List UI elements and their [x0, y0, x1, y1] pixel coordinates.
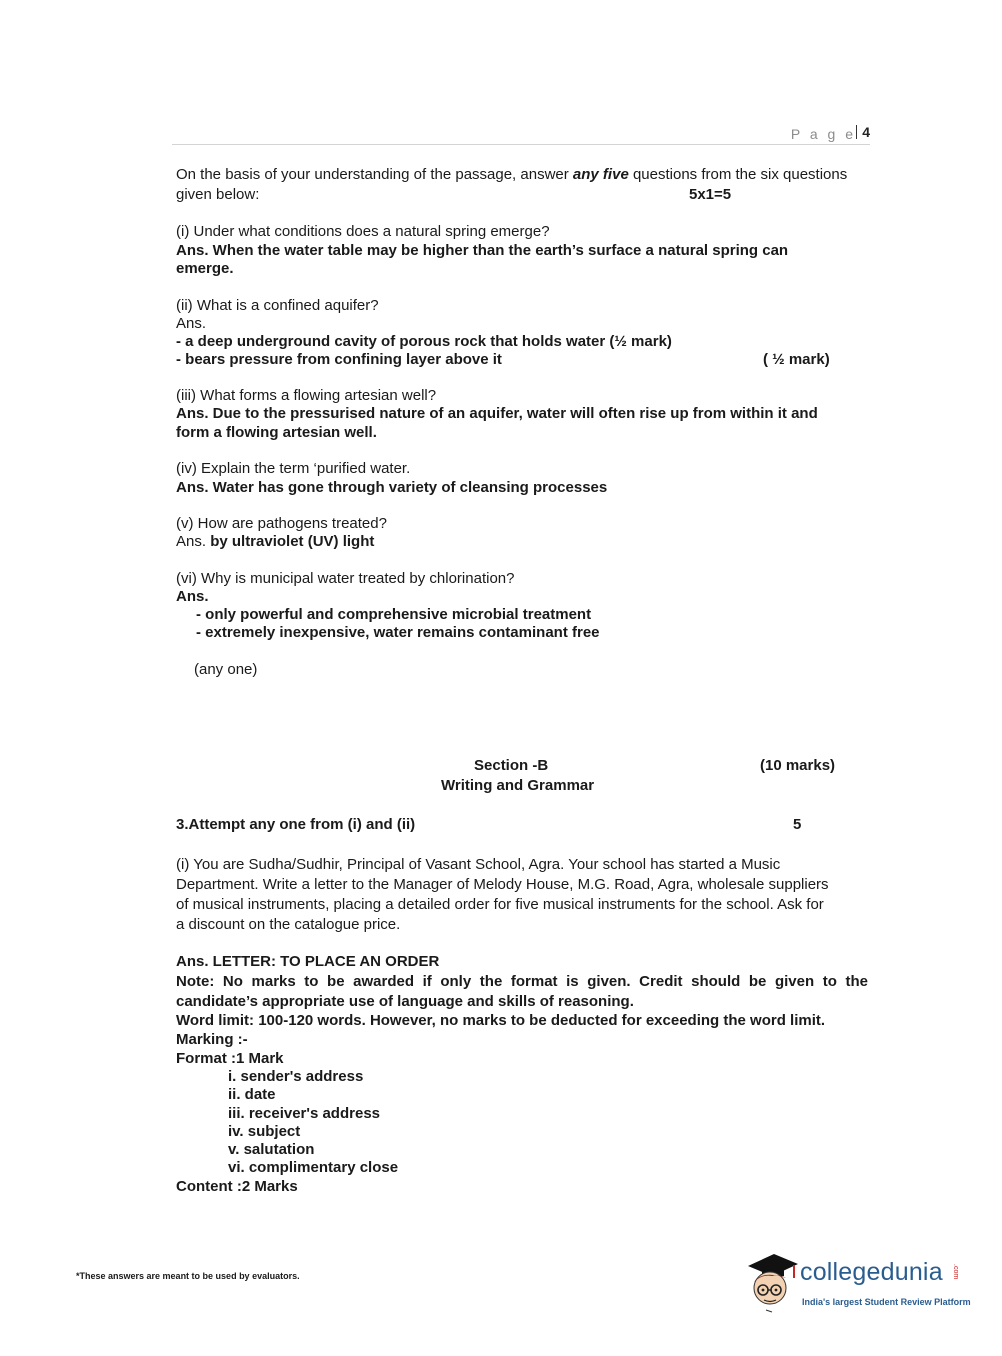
answer-note-line2: candidate’s appropriate use of language and skills of reasoning.	[176, 993, 634, 1010]
page-header	[172, 122, 870, 145]
brand-suffix: .com	[952, 1264, 959, 1280]
answer-note-line1: Note: No marks to be awarded if only the format is given. Credit should be given to the	[176, 973, 868, 990]
marking-label: Marking :-	[176, 1031, 248, 1048]
format-item: iii. receiver's address	[228, 1105, 380, 1122]
writing-question-marks: 5	[793, 816, 802, 833]
page-label: P a g e	[790, 126, 856, 142]
page-number: 4	[856, 125, 870, 139]
answer-title: Ans. LETTER: TO PLACE AN ORDER	[176, 953, 440, 970]
section-subtitle: Writing and Grammar	[441, 777, 595, 794]
answer-3-line1: Ans. Due to the pressurised nature of an aquifer, water will often rise up from within it and	[176, 405, 818, 422]
writing-question-heading: 3.Attempt any one from (i) and (ii)	[176, 816, 416, 833]
intro-line: On the basis of your understanding of the passage, answer any five questions from the six questions	[176, 166, 848, 183]
answer-2-point2: - bears pressure from confining layer above it	[176, 351, 502, 368]
answer-6-label: Ans.	[176, 588, 209, 605]
format-item: ii. date	[228, 1086, 276, 1103]
question-6: (vi) Why is municipal water treated by chlorination?	[176, 570, 515, 587]
brand-name: collegedunia	[800, 1258, 943, 1286]
brand-tagline: India's largest Student Review Platform	[802, 1297, 971, 1307]
mascot-icon	[742, 1248, 800, 1314]
answer-6-note: (any one)	[194, 661, 258, 678]
question-3: (iii) What forms a flowing artesian well?	[176, 387, 437, 404]
question-5: (v) How are pathogens treated?	[176, 515, 387, 532]
content-label: Content :2 Marks	[176, 1178, 298, 1195]
question-1: (i) Under what conditions does a natural spring emerge?	[176, 223, 550, 240]
answer-5: Ans. by ultraviolet (UV) light	[176, 533, 375, 550]
intro-emphasis: any five	[572, 166, 629, 183]
answer-2-point2-mark: ( ½ mark)	[763, 351, 830, 368]
question-4: (iv) Explain the term ‘purified water.	[176, 460, 411, 477]
section-title: Section -B	[474, 757, 549, 774]
format-item: vi. complimentary close	[228, 1159, 399, 1176]
intro-marks: 5x1=5	[689, 186, 732, 203]
intro-line-2: given below:	[176, 186, 260, 203]
answer-1-line2: emerge.	[176, 260, 234, 277]
section-marks: (10 marks)	[760, 757, 836, 774]
answer-3-line2: form a flowing artesian well.	[176, 424, 377, 441]
answer-1-line1: Ans. When the water table may be higher than the earth’s surface a natural spring can	[176, 242, 789, 259]
word-limit: Word limit: 100-120 words. However, no marks to be deducted for exceeding the word limit.	[176, 1012, 826, 1029]
answer-6-point2: - extremely inexpensive, water remains contaminant free	[196, 624, 600, 641]
format-item: iv. subject	[228, 1123, 301, 1140]
format-item: v. salutation	[228, 1141, 315, 1158]
format-label: Format :1 Mark	[176, 1050, 284, 1067]
collegedunia-logo	[742, 1248, 972, 1318]
format-item: i. sender's address	[228, 1068, 364, 1085]
answer-2-label: Ans.	[176, 315, 207, 332]
answer-2-point1: - a deep underground cavity of porous rock that holds water (½ mark)	[176, 333, 672, 350]
writing-prompt: (i) You are Sudha/Sudhir, Principal of Vasant School, Agra. Your school has started a Music Department. Write a letter to the Manager of Melody House, M.G. Road, Agra, wholesale suppliers of musical instruments, placing a detailed order for five musical instruments for the school. Ask for a discount on the catalogue price.	[176, 856, 829, 933]
question-2: (ii) What is a confined aquifer?	[176, 297, 379, 314]
answer-4: Ans. Water has gone through variety of cleansing processes	[176, 479, 608, 496]
footer-note: *These answers are meant to be used by evaluators.	[76, 1271, 300, 1281]
answer-6-point1: - only powerful and comprehensive microbial treatment	[196, 606, 592, 623]
